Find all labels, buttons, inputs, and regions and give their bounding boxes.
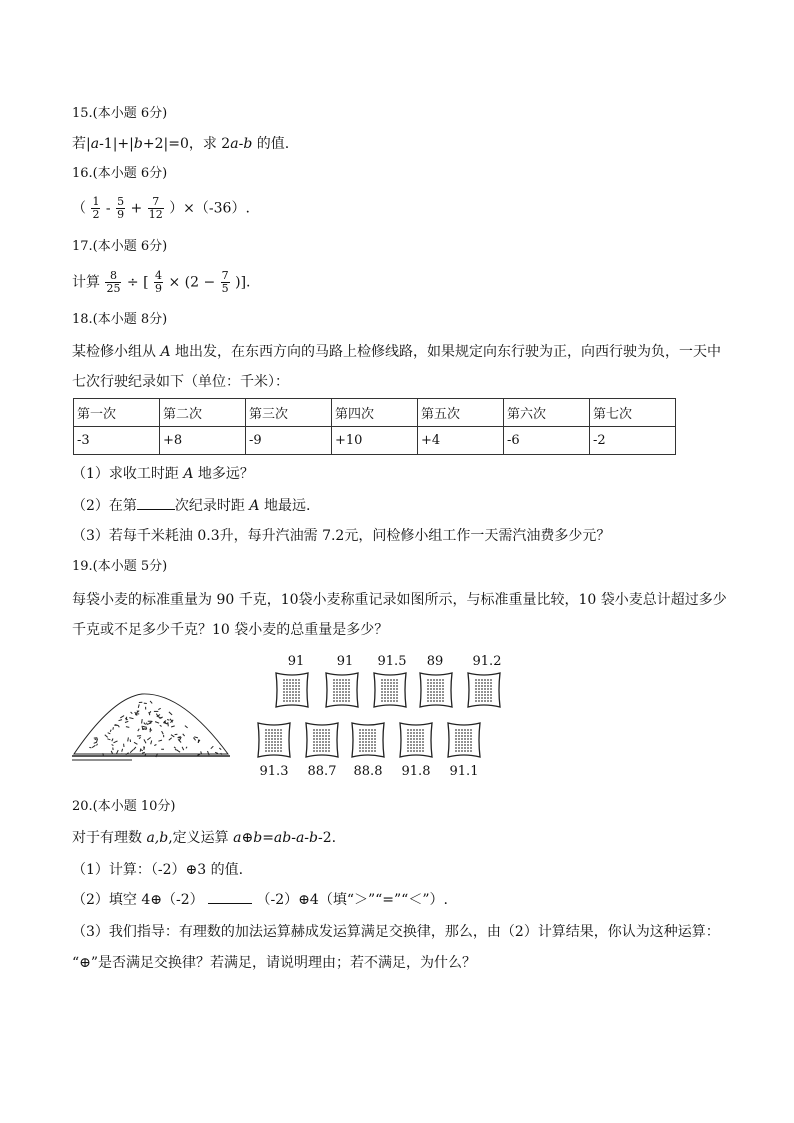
weight-label: 88.7	[307, 764, 337, 779]
table-cell: -6	[504, 427, 590, 455]
q20-part2: （2）填空 4⊕（-2） （-2）⊕4（填“＞”“=”“＜”）.	[72, 892, 448, 908]
sack-icon	[302, 720, 342, 760]
q20-part3-line1: （3）我们指导：有理数的加法运算赫成发运算满足交换律，那么，由（2）计算结果，你认为这种运算：	[72, 924, 720, 940]
q18-line1: 某检修小组从 A 地出发，在东西方向的马路上检修线路，如果规定向东行驶为正，向西行驶为负，一天中	[72, 344, 722, 360]
q18-part1: （1）求收工时距 A 地多远？	[72, 466, 254, 482]
q20-part3-line2: “⊕”是否满足交换律？若满足，请说明理由；若不满足，为什么？	[72, 955, 477, 971]
q18-header: 18.(本小题 8分)	[72, 312, 168, 327]
sack-icon	[254, 720, 294, 760]
sack-icon	[396, 720, 436, 760]
q18-part3: （3）若每千米耗油 0.3升，每升汽油需 7.2元，问检修小组工作一天需汽油费多少元？	[72, 528, 611, 544]
q20-part1: （1）计算：（-2）⊕3 的值.	[72, 862, 244, 878]
sack-icon	[464, 670, 504, 710]
q18-record-table	[73, 398, 676, 455]
q16-header: 16.(本小题 6分)	[72, 166, 168, 181]
fraction: $\frac{7}{5}$	[221, 269, 229, 295]
weight-label: 89	[426, 654, 444, 669]
fraction: $\frac{4}{9}$	[155, 269, 163, 295]
sack-icon	[416, 670, 456, 710]
weight-label: 91.3	[259, 764, 289, 779]
table-cell: +8	[160, 427, 246, 455]
table-row	[74, 427, 676, 455]
sack-icon	[370, 670, 410, 710]
q19-line2: 千克或不足多少千克？10 袋小麦的总重量是多少？	[72, 622, 389, 638]
table-cell: 第一次	[74, 399, 160, 427]
table-cell: 第四次	[332, 399, 418, 427]
q19-header: 19.(本小题 5分)	[72, 559, 168, 574]
weight-label: 91.1	[449, 764, 479, 779]
weight-label: 91	[287, 654, 305, 669]
table-cell: -3	[74, 427, 160, 455]
answer-blank[interactable]	[137, 497, 175, 510]
q19-line1: 每袋小麦的标准重量为 90 千克，10袋小麦称重记录如图所示，与标准重量比较，10 袋小麦总计超过多少	[72, 592, 727, 608]
q20-header: 20.(本小题 10分)	[72, 799, 176, 814]
table-cell: -9	[246, 427, 332, 455]
sack-icon	[444, 720, 484, 760]
q15-text: 若|a-1|+|b+2|=0，求 2a-b 的值.	[72, 136, 290, 152]
q18-line2: 七次行驶纪录如下（单位：千米）：	[72, 374, 289, 390]
table-cell: 第七次	[590, 399, 676, 427]
q17-expression: 计算 $\frac{8}{25}$ ÷ [ $\frac{4}{9}$ × (2 − $\frac{7}{5}$ )].	[72, 269, 251, 295]
fraction: $\frac{5}{9}$	[117, 195, 125, 221]
table-cell: -2	[590, 427, 676, 455]
weight-label: 91	[336, 654, 354, 669]
table-cell: +4	[418, 427, 504, 455]
table-header-row	[74, 399, 676, 427]
q18-part2: （2）在第 次纪录时距 A 地最远.	[72, 498, 311, 514]
fraction: $\frac{8}{25}$	[106, 269, 121, 295]
q15-header: 15.(本小题 6分)	[72, 106, 168, 121]
sack-icon	[322, 670, 362, 710]
q17-header: 17.(本小题 6分)	[72, 239, 168, 254]
weight-label: 88.8	[353, 764, 383, 779]
weight-label: 91.8	[401, 764, 431, 779]
table-cell: 第二次	[160, 399, 246, 427]
weight-label: 91.5	[377, 654, 407, 669]
sack-icon	[348, 720, 388, 760]
fraction: $\frac{1}{2}$	[92, 195, 100, 221]
q16-expression: （ $\frac{1}{2}$ - $\frac{5}{9}$ + $\frac{7}{12}$ ）×（-36）.	[72, 195, 250, 221]
wheat-pile-illustration	[72, 688, 232, 764]
table-cell: 第六次	[504, 399, 590, 427]
table-cell: +10	[332, 427, 418, 455]
answer-blank[interactable]	[208, 891, 252, 904]
table-cell: 第三次	[246, 399, 332, 427]
weight-label: 91.2	[472, 654, 502, 669]
q20-definition: 对于有理数 a,b,定义运算 a⊕b=ab-a-b-2.	[72, 830, 337, 846]
fraction: $\frac{7}{12}$	[148, 195, 163, 221]
sack-icon	[272, 670, 312, 710]
table-cell: 第五次	[418, 399, 504, 427]
